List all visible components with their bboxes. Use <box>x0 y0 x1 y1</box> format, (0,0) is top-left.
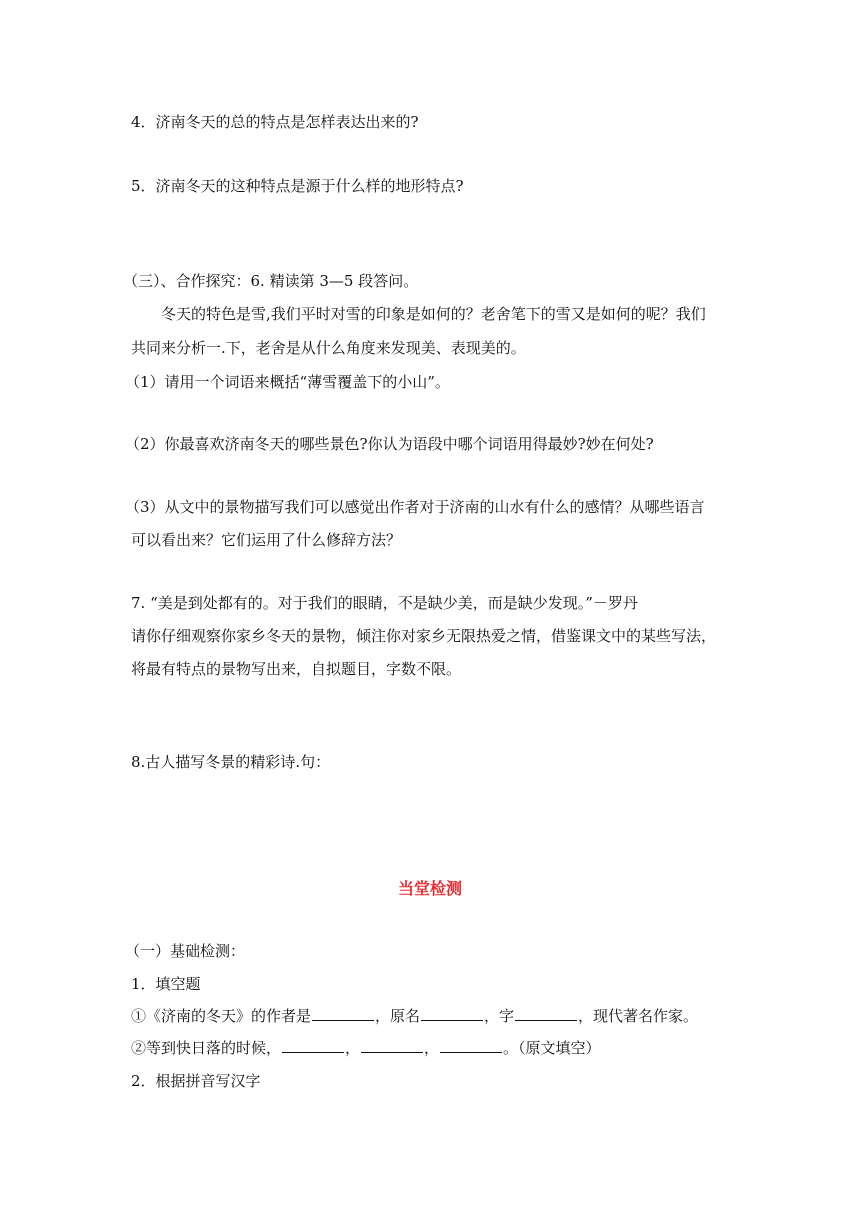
sub-question-1: （1）请用一个词语来概括“薄雪覆盖下的小山”。 <box>125 373 450 391</box>
question-8: 8.古人描写冬景的精彩诗.句： <box>131 753 331 771</box>
sub-question-3-line-1: （3）从文中的景物描写我们可以感觉出作者对于济南的山水有什么的感情？从哪些语言 <box>125 498 705 516</box>
fill-text: ②等到快日落的时候， <box>131 1039 282 1057</box>
fill-text: ， <box>345 1039 361 1057</box>
blank-line <box>282 1038 344 1053</box>
question-7-quote: 7. “美是到处都有的。对于我们的眼睛，不是缺少美，而是缺少发现。”－罗丹 <box>131 594 638 612</box>
sub-question-2: （2）你最喜欢济南冬天的哪些景色?你认为语段中哪个词语用得最妙?妙在何处? <box>125 435 654 453</box>
fill-in-item-1 <box>131 1006 698 1026</box>
question-7-line-2: 请你仔细观察你家乡冬天的景物，倾注你对家乡无限热爱之情，借鉴课文中的某些写法， <box>131 627 717 645</box>
section-3-title: （三）、合作探究：6. 精读第 3—5 段答问。 <box>123 272 419 290</box>
blank-line <box>515 1006 577 1021</box>
fill-in-item-2 <box>131 1038 601 1058</box>
fill-text: 。（原文填空） <box>503 1039 601 1057</box>
fill-in-title: 1．填空题 <box>131 975 201 993</box>
question-5: 5．济南冬天的这种特点是源于什么样的地形特点? <box>131 177 464 195</box>
blank-line <box>421 1006 483 1021</box>
section-3-intro-line-2: 共同来分析一.下，老舍是从什么角度来发现美、表现美的。 <box>131 339 526 357</box>
fill-text: ，字 <box>484 1007 515 1025</box>
question-7-line-3: 将最有特点的景物写出来，自拟题目，字数不限。 <box>131 660 462 678</box>
pinyin-title: 2．根据拼音写汉字 <box>131 1072 261 1090</box>
fill-text: ①《济南的冬天》的作者是 <box>131 1007 312 1025</box>
blank-line <box>361 1038 423 1053</box>
fill-text: ， <box>424 1039 440 1057</box>
fill-text: ，原名 <box>375 1007 421 1025</box>
blank-line <box>312 1006 374 1021</box>
sub-question-3-line-2: 可以看出来？它们运用了什么修辞方法？ <box>131 531 402 549</box>
basic-test-label: （一）基础检测： <box>125 942 246 960</box>
section-heading: 当堂检测 <box>398 879 463 898</box>
section-3-intro-line-1: 冬天的特色是雪,我们平时对雪的印象是如何的？老舍笔下的雪又是如何的呢？我们 <box>161 305 706 323</box>
fill-text: ，现代著名作家。 <box>578 1007 699 1025</box>
question-4: 4．济南冬天的总的特点是怎样表达出来的? <box>131 113 419 131</box>
blank-line <box>440 1038 502 1053</box>
